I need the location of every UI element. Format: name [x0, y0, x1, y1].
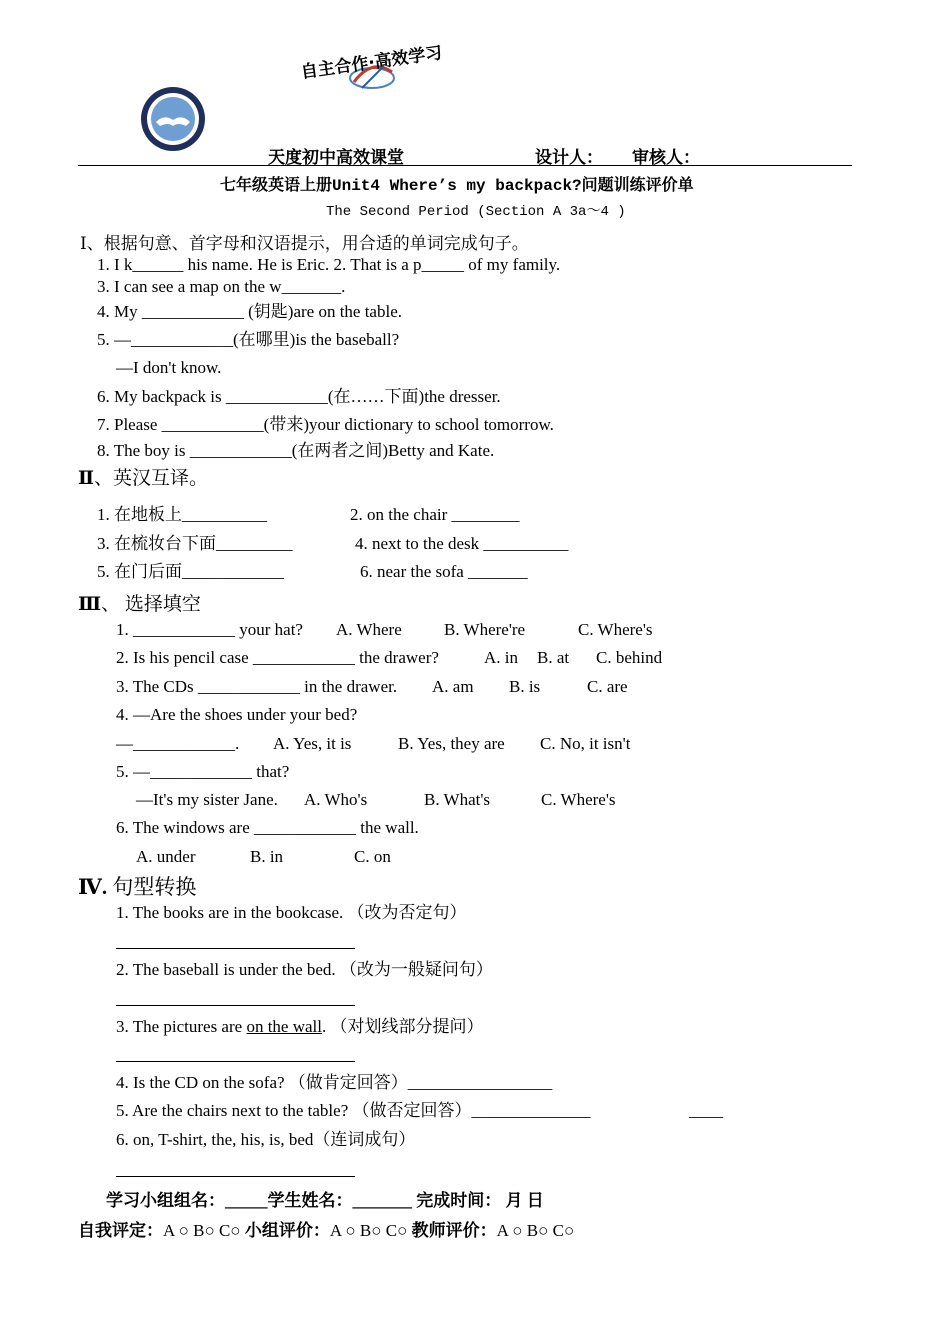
q1-option-c: C. Where's — [578, 620, 653, 639]
section2-number: Ⅱ — [78, 468, 95, 489]
s4-q3-suffix: . （对划线部分提问） — [322, 1017, 484, 1036]
s4-q5-tail: ____ — [689, 1101, 723, 1120]
q2-option-c: C. behind — [596, 648, 663, 667]
section2-title: 、英汉互译。 — [94, 468, 209, 489]
page-subtitle: The Second Period (Section A 3a～4 ) — [326, 204, 626, 220]
header-rule — [78, 165, 852, 166]
section2-item: 4. next to the desk __________ — [355, 534, 569, 553]
section2-item: 6. near the sofa _______ — [360, 562, 528, 581]
q1-option-b: B. Where're — [444, 620, 526, 639]
slogan-text: 自主合作·高效学习 — [299, 43, 444, 83]
footer-group-line: 学习小组组名：_____学生姓名：_______ 完成时间： 月 日 — [106, 1191, 544, 1210]
q2-option-a: A. in — [484, 648, 518, 667]
s4-q3-answer-line — [116, 1061, 355, 1062]
s4-q6-answer-line — [116, 1176, 355, 1177]
section2-item: 5. 在门后面____________ — [97, 562, 284, 581]
q4-stem: 4. —Are the shoes under your bed? — [116, 705, 358, 724]
section1-item: 3. I can see a map on the w_______. — [97, 277, 346, 296]
teacher-eval-options: A ○ B○ C○ — [496, 1221, 575, 1240]
section1-item: 1. I k______ his name. He is Eric. 2. That is a p_____ of my family. — [97, 255, 561, 274]
section2-item: 3. 在梳妆台下面_________ — [97, 534, 293, 553]
s4-q1-answer-line — [116, 948, 355, 949]
q5-reply: —It's my sister Jane. — [136, 790, 278, 809]
section4-heading — [78, 871, 196, 901]
group-eval-label: 小组评价： — [240, 1221, 330, 1240]
q4-answer-line: —____________. — [116, 734, 240, 753]
section1-item: 5. —____________(在哪里)is the baseball? — [97, 330, 400, 349]
section1-item: 6. My backpack is ____________(在……下面)the dresser. — [97, 387, 501, 406]
q4-option-b: B. Yes, they are — [398, 734, 505, 753]
q3-stem: 3. The CDs ____________ in the drawer. — [116, 677, 398, 696]
section2-heading — [78, 463, 208, 490]
s4-q2: 2. The baseball is under the bed. （改为一般疑问句） — [116, 960, 493, 979]
designer-label: 设计人： — [535, 148, 603, 167]
q3-option-c: C. are — [587, 677, 628, 696]
section4-title: 句型转换 — [107, 875, 197, 899]
s4-q2-answer-line — [116, 1005, 355, 1006]
q5-option-a: A. Who's — [304, 790, 368, 809]
section1-item: —I don't know. — [116, 358, 222, 377]
school-emblem — [140, 86, 206, 152]
q3-option-a: A. am — [432, 677, 474, 696]
q1-stem: 1. ____________ your hat? — [116, 620, 303, 639]
section1-item: 8. The boy is ____________(在两者之间)Betty and Kate. — [97, 441, 495, 460]
s4-q6: 6. on, T-shirt, the, his, is, bed（连词成句） — [116, 1130, 416, 1149]
s4-q1: 1. The books are in the bookcase. （改为否定句） — [116, 903, 467, 922]
self-eval-label: 自我评定： — [78, 1221, 163, 1240]
self-eval-options: A ○ B○ C○ — [163, 1221, 241, 1240]
section3-number: Ⅲ — [78, 594, 102, 615]
teacher-eval-label: 教师评价： — [407, 1221, 497, 1240]
section3-heading — [78, 589, 201, 616]
q5-stem: 5. —____________ that? — [116, 762, 290, 781]
s4-q5: 5. Are the chairs next to the table? （做否定回答）______________ — [116, 1101, 591, 1120]
s4-q4: 4. Is the CD on the sofa? （做肯定回答）_________________ — [116, 1073, 553, 1092]
evaluation-line — [78, 1221, 574, 1241]
q3-option-b: B. is — [509, 677, 541, 696]
s4-q3-prefix: 3. The pictures are — [116, 1017, 247, 1036]
section3-title: 、 选择填空 — [101, 594, 201, 615]
q6-option-a: A. under — [136, 847, 196, 866]
section2-item: 1. 在地板上__________ — [97, 505, 267, 524]
section1-item: 4. My ____________ (钥匙)are on the table. — [97, 302, 402, 321]
group-eval-options: A ○ B○ C○ — [329, 1221, 408, 1240]
q2-stem: 2. Is his pencil case ____________ the drawer? — [116, 648, 439, 667]
q6-option-b: B. in — [250, 847, 284, 866]
s4-q3-underlined: on the wall — [246, 1017, 322, 1036]
section1-item: 7. Please ____________(带来)your dictionary to school tomorrow. — [97, 415, 554, 434]
section1-heading: Ⅰ、根据句意、首字母和汉语提示，用合适的单词完成句子。 — [80, 234, 529, 253]
q5-option-c: C. Where's — [541, 790, 616, 809]
section2-item: 2. on the chair ________ — [350, 505, 520, 524]
reviewer-label: 审核人： — [632, 148, 700, 167]
school-name: 天度初中高效课堂 — [268, 148, 404, 167]
q5-option-b: B. What's — [424, 790, 491, 809]
q2-option-b: B. at — [537, 648, 570, 667]
section4-number: Ⅳ. — [78, 875, 108, 899]
q1-option-a: A. Where — [336, 620, 402, 639]
q4-option-a: A. Yes, it is — [273, 734, 352, 753]
q4-option-c: C. No, it isn't — [540, 734, 631, 753]
page-title: 七年级英语上册Unit4 Where’s my backpack?问题训练评价单 — [220, 177, 694, 195]
q6-option-c: C. on — [354, 847, 391, 866]
s4-q3 — [116, 1017, 484, 1037]
q6-stem: 6. The windows are ____________ the wall. — [116, 818, 419, 837]
